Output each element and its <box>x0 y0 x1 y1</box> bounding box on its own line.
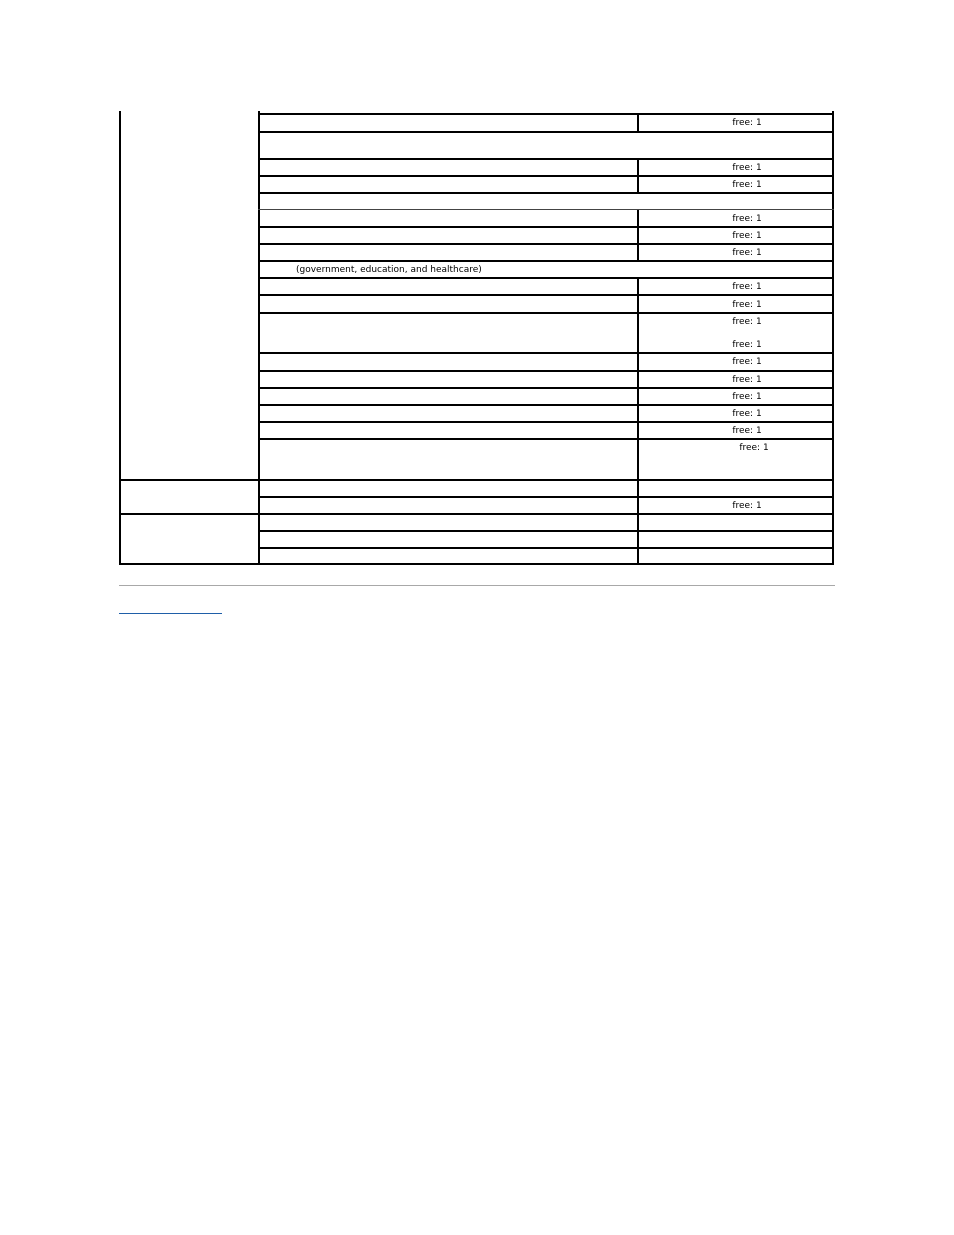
row-divider <box>258 312 834 314</box>
row-divider <box>258 530 834 532</box>
row-divider <box>258 192 834 194</box>
row-divider <box>258 404 834 406</box>
row-divider <box>258 131 834 133</box>
free-value: free: 1 <box>732 282 762 292</box>
row-divider <box>258 158 834 160</box>
row-divider <box>258 387 834 389</box>
group-divider <box>119 479 834 481</box>
row-divider <box>258 370 834 372</box>
row-divider <box>258 113 834 115</box>
free-value: free: 1 <box>739 443 769 453</box>
table-col2-divider <box>637 113 639 132</box>
row-divider <box>258 277 834 279</box>
free-value: free: 1 <box>732 163 762 173</box>
row-divider <box>258 547 834 549</box>
row-divider <box>258 352 834 354</box>
table-bottom-border <box>119 563 834 565</box>
row-divider <box>258 243 834 245</box>
free-value: free: 1 <box>732 300 762 310</box>
free-value: free: 1 <box>732 180 762 190</box>
row-divider <box>258 294 834 296</box>
free-value: free: 1 <box>732 214 762 224</box>
row-divider <box>258 226 834 228</box>
row-divider <box>258 175 834 177</box>
free-value: free: 1 <box>732 248 762 258</box>
table-left-border <box>119 111 121 565</box>
group-divider <box>119 513 834 515</box>
back-to-contents-link[interactable] <box>119 601 222 614</box>
free-value: free: 1 <box>732 392 762 402</box>
free-value: free: 1 <box>732 231 762 241</box>
section-note: (government, education, and healthcare) <box>296 265 482 275</box>
table-col2-divider <box>637 209 639 261</box>
row-divider <box>258 496 834 498</box>
row-divider <box>258 209 834 210</box>
row-divider <box>258 438 834 440</box>
spec-table <box>119 111 834 565</box>
free-value: free: 1 <box>732 501 762 511</box>
free-value: free: 1 <box>732 340 762 350</box>
row-divider <box>258 260 834 262</box>
free-value: free: 1 <box>732 118 762 128</box>
free-value: free: 1 <box>732 375 762 385</box>
row-divider <box>258 421 834 423</box>
free-value: free: 1 <box>732 357 762 367</box>
free-value: free: 1 <box>732 409 762 419</box>
free-value: free: 1 <box>732 317 762 327</box>
free-value: free: 1 <box>732 426 762 436</box>
horizontal-rule <box>119 585 835 586</box>
